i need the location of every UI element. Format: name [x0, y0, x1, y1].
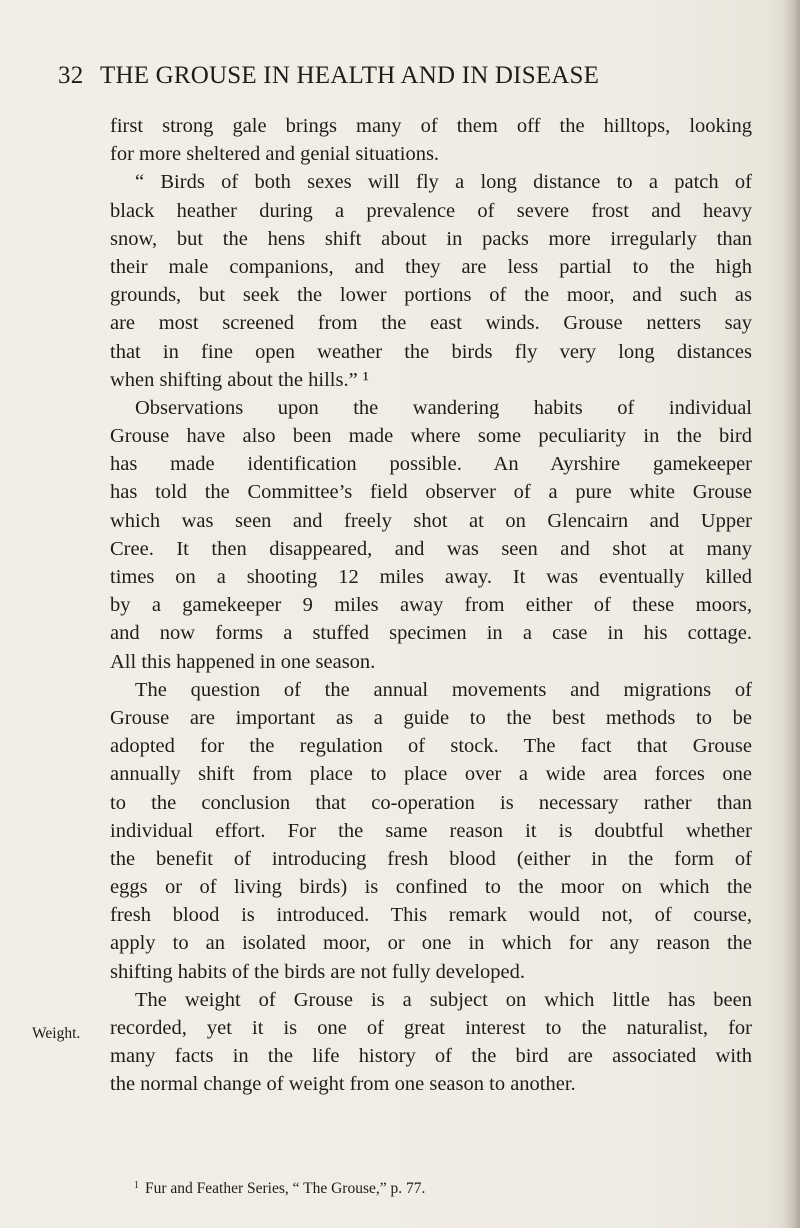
- text-line: adopted for the regulation of stock. The fact that Grouse: [110, 735, 752, 758]
- text-line: when shifting about the hills.” ¹: [110, 368, 369, 391]
- page-edge-shadow: [782, 0, 800, 1228]
- footnote-text: Fur and Feather Series, “ The Grouse,” p. 77.: [145, 1180, 426, 1197]
- margin-note-weight: Weight.: [32, 1025, 81, 1042]
- text-line: has told the Committee’s field observer of a pure white Grouse: [110, 481, 752, 504]
- text-line: their male companions, and they are less partial to the high: [110, 255, 752, 278]
- text-line: which was seen and freely shot at on Glencairn and Upper: [110, 509, 752, 532]
- running-title: THE GROUSE IN HEALTH AND IN DISEASE: [100, 62, 600, 89]
- text-line: The question of the annual movements and migrations of: [135, 678, 752, 701]
- text-line: grounds, but seek the lower portions of the moor, and such as: [110, 284, 752, 307]
- text-line: shifting habits of the birds are not fully developed.: [110, 960, 526, 983]
- text-line: first strong gale brings many of them off the hilltops, looking: [110, 115, 752, 137]
- text-line: “ Birds of both sexes will fly a long distance to a patch of: [135, 171, 752, 194]
- text-line: apply to an isolated moor, or one in which for any reason the: [110, 932, 752, 955]
- text-line: The weight of Grouse is a subject on which little has been: [135, 988, 752, 1011]
- text-line: for more sheltered and genial situations.: [110, 143, 440, 166]
- running-head: [58, 62, 738, 90]
- text-line: the benefit of introducing fresh blood (either in the form of: [110, 847, 752, 870]
- text-line: and now forms a stuffed specimen in a case in his cottage.: [110, 622, 752, 645]
- text-line: by a gamekeeper 9 miles away from either of these moors,: [110, 594, 752, 617]
- text-line: times on a shooting 12 miles away. It was eventually killed: [110, 566, 752, 588]
- text-line: individual effort. For the same reason it is doubtful whether: [110, 819, 752, 842]
- text-line: black heather during a prevalence of severe frost and heavy: [110, 199, 752, 222]
- text-line: many facts in the life history of the bird are associated with: [110, 1045, 752, 1068]
- text-line: Grouse are important as a guide to the best methods to be: [110, 706, 752, 729]
- text-line: Cree. It then disappeared, and was seen and shot at many: [110, 537, 752, 560]
- footnote-mark: 1: [134, 1180, 139, 1191]
- text-line: the normal change of weight from one season to another.: [110, 1073, 576, 1096]
- text-line: All this happened in one season.: [110, 650, 376, 673]
- text-line: eggs or of living birds) is confined to the moor on which the: [110, 876, 752, 899]
- text-line: that in fine open weather the birds fly very long distances: [110, 340, 752, 363]
- body-text: [110, 112, 752, 1099]
- text-line: are most screened from the east winds. Grouse netters say: [110, 312, 752, 335]
- text-line: fresh blood is introduced. This remark would not, of course,: [110, 904, 752, 927]
- text-line: recorded, yet it is one of great interest to the naturalist, for: [110, 1017, 752, 1039]
- footnote: [134, 1180, 425, 1198]
- text-line: annually shift from place to place over a wide area forces one: [110, 763, 752, 786]
- text-line: has made identification possible. An Ayrshire gamekeeper: [110, 453, 752, 476]
- text-line: snow, but the hens shift about in packs more irregularly than: [110, 227, 752, 250]
- text-line: Grouse have also been made where some peculiarity in the bird: [110, 425, 752, 448]
- text-line: Observations upon the wandering habits of individual: [135, 396, 752, 419]
- page-number: 32: [58, 62, 84, 89]
- text-line: to the conclusion that co-operation is necessary rather than: [110, 791, 752, 814]
